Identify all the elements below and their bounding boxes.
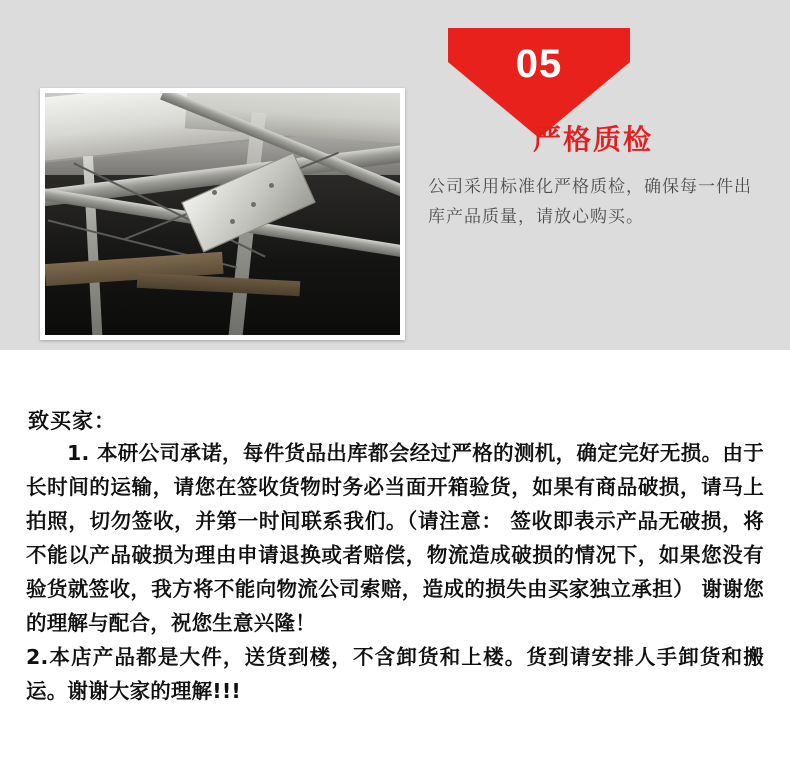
section-title: 严格质检 — [533, 123, 654, 156]
product-photo-card — [40, 88, 405, 340]
photo-bolt — [269, 183, 274, 188]
photo-bolt — [251, 202, 256, 207]
section-number: 05 — [515, 42, 563, 86]
buyer-notice-body — [26, 436, 764, 708]
photo-bolt — [230, 219, 235, 224]
product-photo — [45, 93, 400, 335]
buyer-notice-paragraph-2: 2.本店产品都是大件，送货到楼，不含卸货和上楼。货到请安排人手卸货和搬运。谢谢大家的理解!!! — [26, 645, 764, 703]
section-description: 公司采用标准化严格质检，确保每一件出库产品质量，请放心购买。 — [428, 177, 752, 227]
buyer-notice-title: 致买家： — [28, 409, 116, 433]
buyer-notice-paragraph-1: 1. 本研公司承诺，每件货品出库都会经过严格的测机，确定完好无损。由于长时间的运输，请您在签收货物时务必当面开箱验货，如果有商品破损，请马上拍照，切勿签收，并第一时间联系我们。（请注意： 签收即表示产品无破损，将不能以产品破损为理由申请退换或者赔偿，物流造成破损的情况下，如果您没有验货就签收，我方将不能向物流公司索赔，造成的损失由买家独立承担） 谢谢您的理解与配合，祝您生意兴隆！ — [26, 441, 764, 635]
photo-bolt — [212, 190, 217, 195]
buyer-notice-section — [0, 350, 790, 768]
quality-inspection-section — [0, 0, 790, 350]
